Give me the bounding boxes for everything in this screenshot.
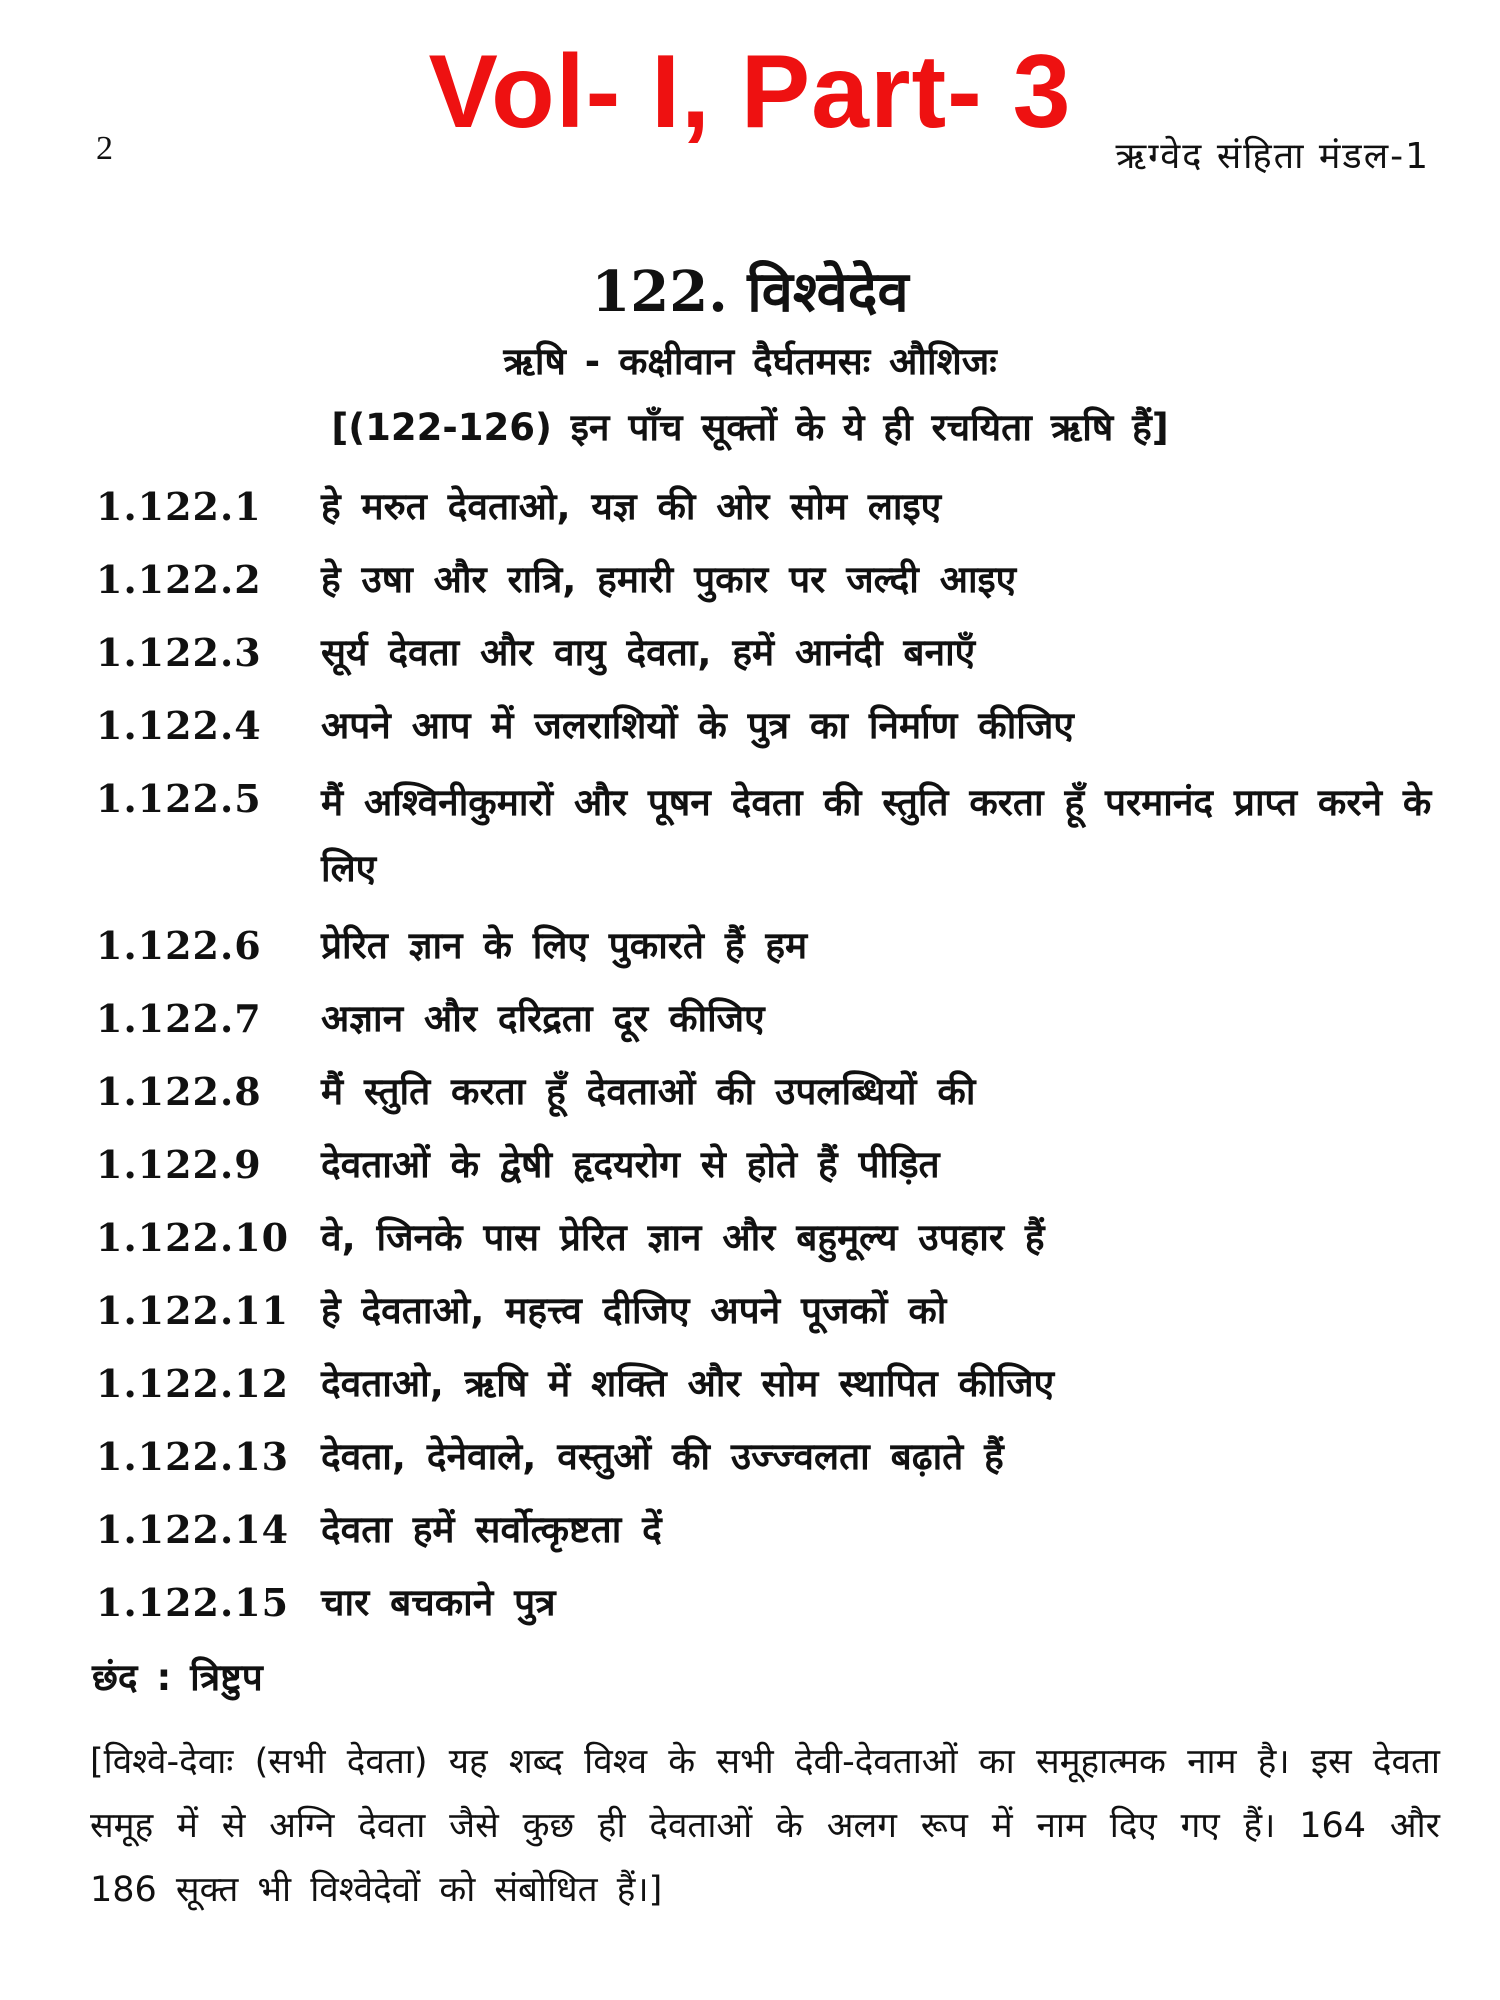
verse-number: 1.122.1 — [96, 484, 262, 529]
verse-row — [96, 1355, 1436, 1413]
verse-row — [96, 1428, 1436, 1486]
verse-text: हे उषा और रात्रि, हमारी पुकार पर जल्दी आइए — [321, 558, 1017, 601]
verse-number: 1.122.5 — [96, 776, 262, 821]
verse-text: मैं अश्विनीकुमारों और पूषन देवता की स्तुति करता हूँ परमानंद प्राप्त करने के लिए — [321, 781, 1432, 890]
verse-row — [96, 624, 1436, 682]
verse-number: 1.122.11 — [96, 1288, 290, 1333]
sukta-title: 122. विश्वेदेव — [591, 259, 909, 325]
volume-banner-title: Vol- I, Part- 3 — [428, 34, 1072, 150]
verse-number: 1.122.7 — [96, 996, 262, 1041]
verse-row — [96, 1209, 1436, 1267]
running-head: ऋग्वेद संहिता मंडल-1 — [1115, 136, 1430, 177]
verse-number: 1.122.9 — [96, 1142, 262, 1187]
authorship-range-note: [(122-126) इन पाँच सूक्तों के ये ही रचयिता ऋषि हैं] — [331, 406, 1169, 449]
page-number: 2 — [96, 130, 113, 167]
verse-number: 1.122.14 — [96, 1507, 290, 1552]
verse-text: हे मरुत देवताओ, यज्ञ की ओर सोम लाइए — [321, 485, 942, 528]
verse-number: 1.122.3 — [96, 630, 262, 675]
verse-text: वे, जिनके पास प्रेरित ज्ञान और बहुमूल्य उपहार हैं — [321, 1216, 1045, 1259]
verse-number: 1.122.15 — [96, 1580, 290, 1625]
verse-text: चार बचकाने पुत्र — [321, 1581, 556, 1624]
verse-row — [96, 1136, 1436, 1194]
verse-number: 1.122.8 — [96, 1069, 262, 1114]
verse-number: 1.122.13 — [96, 1434, 290, 1479]
verse-list — [96, 478, 1436, 1647]
footnote-paragraph: [विश्वे-देवाः (सभी देवता) यह शब्द विश्व के सभी देवी-देवताओं का समूहात्मक नाम है। इस देवता समूह में से अग्नि देवता जैसे कुछ ही देवताओं के अलग रूप में नाम दिए गए हैं। 164 और 186 सूक्त भी विश्वेदेवों को संबोधित हैं।] — [90, 1742, 1440, 1910]
verse-text: अज्ञान और दरिद्रता दूर कीजिए — [321, 997, 765, 1040]
verse-text: देवता, देनेवाले, वस्तुओं की उज्ज्वलता बढ़ाते हैं — [321, 1435, 1004, 1478]
meter-label: छंद : त्रिष्टुप — [92, 1656, 263, 1699]
verse-number: 1.122.12 — [96, 1361, 290, 1406]
verse-text: देवताओ, ऋषि में शक्ति और सोम स्थापित कीजिए — [321, 1362, 1055, 1405]
verse-text: अपने आप में जलराशियों के पुत्र का निर्माण कीजिए — [321, 704, 1074, 747]
verse-row — [96, 1501, 1436, 1559]
verse-row — [96, 990, 1436, 1048]
verse-row — [96, 917, 1436, 975]
verse-row — [96, 1063, 1436, 1121]
rishi-line: ऋषि - कक्षीवान दैर्घतमसः औशिजः — [503, 340, 997, 383]
verse-row — [96, 770, 1436, 902]
verse-row — [96, 478, 1436, 536]
verse-text: सूर्य देवता और वायु देवता, हमें आनंदी बनाएँ — [321, 631, 976, 674]
verse-text: देवताओं के द्वेषी हृदयरोग से होते हैं पीड़ित — [321, 1143, 940, 1186]
verse-text: मैं स्तुति करता हूँ देवताओं की उपलब्धियों की — [321, 1070, 976, 1113]
verse-text: प्रेरित ज्ञान के लिए पुकारते हैं हम — [321, 924, 808, 967]
verse-number: 1.122.4 — [96, 703, 262, 748]
verse-row — [96, 551, 1436, 609]
verse-row — [96, 697, 1436, 755]
verse-number: 1.122.6 — [96, 923, 262, 968]
verse-text: देवता हमें सर्वोत्कृष्टता दें — [321, 1508, 662, 1551]
verse-number: 1.122.2 — [96, 557, 262, 602]
verse-number: 1.122.10 — [96, 1215, 290, 1260]
verse-text: हे देवताओ, महत्त्व दीजिए अपने पूजकों को — [321, 1289, 947, 1332]
verse-row — [96, 1282, 1436, 1340]
verse-row — [96, 1574, 1436, 1632]
